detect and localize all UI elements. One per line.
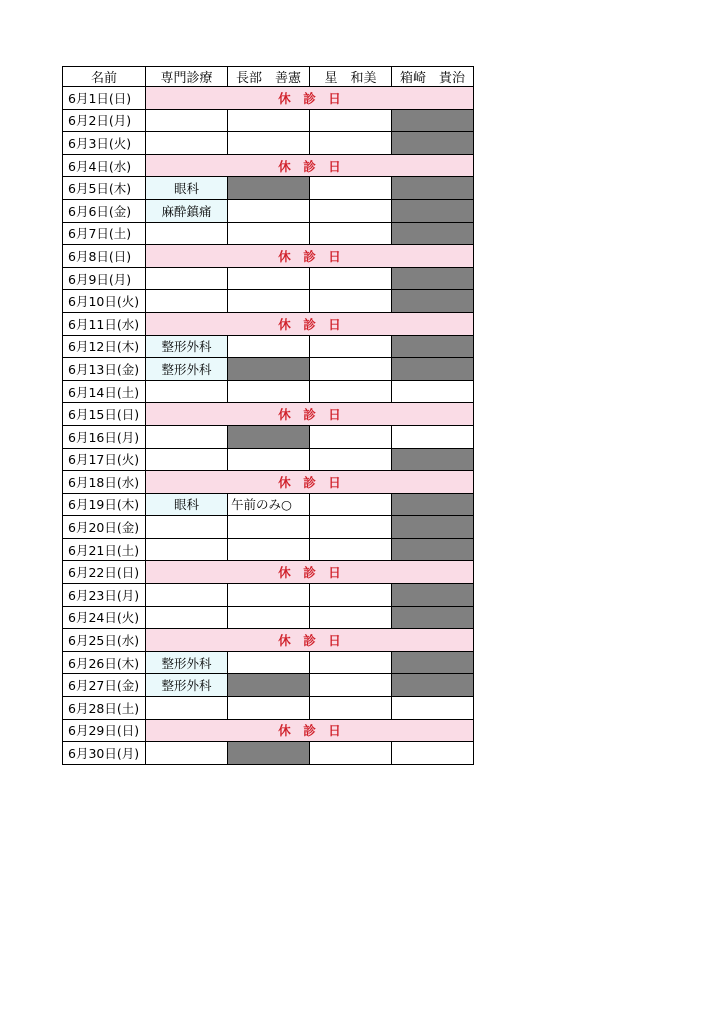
unavailable-cell (228, 742, 310, 765)
holiday-row (63, 403, 474, 426)
unavailable-cell (392, 448, 474, 471)
schedule-cell (310, 199, 392, 222)
holiday-cell: 休 診 日 (146, 629, 474, 652)
date-cell: 6月24日(火) (63, 606, 146, 629)
table-row (63, 199, 474, 222)
date-cell: 6月6日(金) (63, 199, 146, 222)
date-cell: 6月5日(木) (63, 177, 146, 200)
schedule-table (62, 66, 474, 765)
specialty-cell (146, 267, 228, 290)
table-row (63, 697, 474, 720)
header-row (63, 67, 474, 87)
date-cell: 6月8日(日) (63, 245, 146, 268)
schedule-cell (228, 267, 310, 290)
unavailable-cell (392, 267, 474, 290)
table-row (63, 516, 474, 539)
schedule-cell (392, 697, 474, 720)
specialty-cell: 整形外科 (146, 674, 228, 697)
schedule-cell (310, 425, 392, 448)
holiday-row (63, 719, 474, 742)
schedule-cell (228, 538, 310, 561)
date-cell: 6月30日(月) (63, 742, 146, 765)
date-cell: 6月13日(金) (63, 358, 146, 381)
specialty-cell (146, 606, 228, 629)
schedule-cell (310, 267, 392, 290)
unavailable-cell (392, 651, 474, 674)
date-cell: 6月1日(日) (63, 87, 146, 110)
unavailable-cell (392, 335, 474, 358)
schedule-cell (228, 606, 310, 629)
schedule-cell (310, 109, 392, 132)
unavailable-cell (392, 674, 474, 697)
date-cell: 6月22日(日) (63, 561, 146, 584)
holiday-cell: 休 診 日 (146, 87, 474, 110)
unavailable-cell (392, 290, 474, 313)
table-row (63, 742, 474, 765)
holiday-row (63, 471, 474, 494)
schedule-cell (228, 290, 310, 313)
date-cell: 6月17日(火) (63, 448, 146, 471)
schedule-body (63, 67, 474, 765)
table-row (63, 651, 474, 674)
date-cell: 6月11日(水) (63, 312, 146, 335)
holiday-cell: 休 診 日 (146, 719, 474, 742)
specialty-cell (146, 538, 228, 561)
date-cell: 6月23日(月) (63, 584, 146, 607)
holiday-cell: 休 診 日 (146, 471, 474, 494)
holiday-cell: 休 診 日 (146, 312, 474, 335)
unavailable-cell (228, 358, 310, 381)
specialty-cell (146, 425, 228, 448)
schedule-cell (228, 380, 310, 403)
schedule-cell: 午前のみ○ (228, 493, 310, 516)
unavailable-cell (392, 516, 474, 539)
date-cell: 6月14日(土) (63, 380, 146, 403)
table-row (63, 358, 474, 381)
date-cell: 6月4日(水) (63, 154, 146, 177)
schedule-cell (310, 335, 392, 358)
date-cell: 6月3日(火) (63, 132, 146, 155)
table-row (63, 493, 474, 516)
date-cell: 6月26日(木) (63, 651, 146, 674)
date-cell: 6月25日(水) (63, 629, 146, 652)
table-row (63, 335, 474, 358)
holiday-cell: 休 診 日 (146, 403, 474, 426)
date-cell: 6月19日(木) (63, 493, 146, 516)
unavailable-cell (228, 425, 310, 448)
table-row (63, 538, 474, 561)
header-doctor-hoshi: 星 和美 (310, 67, 392, 87)
schedule-cell (228, 651, 310, 674)
specialty-cell (146, 697, 228, 720)
date-cell: 6月10日(火) (63, 290, 146, 313)
date-cell: 6月9日(月) (63, 267, 146, 290)
specialty-cell (146, 448, 228, 471)
unavailable-cell (392, 584, 474, 607)
schedule-cell (228, 199, 310, 222)
date-cell: 6月16日(月) (63, 425, 146, 448)
specialty-cell: 麻酔鎮痛 (146, 199, 228, 222)
date-cell: 6月20日(金) (63, 516, 146, 539)
schedule-cell (228, 516, 310, 539)
table-row (63, 448, 474, 471)
date-cell: 6月7日(土) (63, 222, 146, 245)
unavailable-cell (392, 358, 474, 381)
holiday-row (63, 561, 474, 584)
unavailable-cell (392, 493, 474, 516)
unavailable-cell (392, 538, 474, 561)
specialty-cell: 整形外科 (146, 651, 228, 674)
holiday-row (63, 312, 474, 335)
unavailable-cell (392, 132, 474, 155)
schedule-cell (310, 697, 392, 720)
schedule-cell (228, 132, 310, 155)
table-row (63, 425, 474, 448)
table-row (63, 132, 474, 155)
schedule-cell (310, 222, 392, 245)
schedule-cell (310, 132, 392, 155)
holiday-row (63, 87, 474, 110)
unavailable-cell (392, 199, 474, 222)
schedule-cell (310, 380, 392, 403)
schedule-cell (228, 222, 310, 245)
table-row (63, 606, 474, 629)
specialty-cell (146, 132, 228, 155)
date-cell: 6月27日(金) (63, 674, 146, 697)
unavailable-cell (392, 222, 474, 245)
table-row (63, 380, 474, 403)
schedule-cell (310, 651, 392, 674)
table-row (63, 109, 474, 132)
table-row (63, 222, 474, 245)
unavailable-cell (392, 109, 474, 132)
date-cell: 6月21日(土) (63, 538, 146, 561)
schedule-cell (310, 674, 392, 697)
specialty-cell: 眼科 (146, 177, 228, 200)
holiday-cell: 休 診 日 (146, 245, 474, 268)
date-cell: 6月28日(土) (63, 697, 146, 720)
schedule-cell (392, 742, 474, 765)
header-doctor-hakozaki: 箱崎 貴治 (392, 67, 474, 87)
schedule-cell (228, 584, 310, 607)
schedule-cell (310, 290, 392, 313)
schedule-cell (310, 493, 392, 516)
schedule-cell (310, 606, 392, 629)
specialty-cell: 整形外科 (146, 335, 228, 358)
specialty-cell (146, 516, 228, 539)
specialty-cell (146, 222, 228, 245)
schedule-cell (310, 584, 392, 607)
schedule-cell (310, 177, 392, 200)
holiday-row (63, 154, 474, 177)
unavailable-cell (228, 177, 310, 200)
specialty-cell (146, 584, 228, 607)
unavailable-cell (392, 177, 474, 200)
schedule-cell (228, 335, 310, 358)
specialty-cell (146, 380, 228, 403)
table-row (63, 290, 474, 313)
schedule-cell (310, 742, 392, 765)
specialty-cell (146, 290, 228, 313)
schedule-cell (228, 109, 310, 132)
specialty-cell (146, 742, 228, 765)
table-row (63, 177, 474, 200)
schedule-cell (392, 425, 474, 448)
unavailable-cell (392, 606, 474, 629)
date-cell: 6月15日(日) (63, 403, 146, 426)
table-row (63, 584, 474, 607)
schedule-cell (228, 697, 310, 720)
holiday-row (63, 629, 474, 652)
specialty-cell: 整形外科 (146, 358, 228, 381)
specialty-cell: 眼科 (146, 493, 228, 516)
schedule-cell (310, 448, 392, 471)
header-name: 名前 (63, 67, 146, 87)
holiday-cell: 休 診 日 (146, 561, 474, 584)
schedule-cell (310, 358, 392, 381)
schedule-cell (310, 538, 392, 561)
date-cell: 6月2日(月) (63, 109, 146, 132)
schedule-cell (392, 380, 474, 403)
holiday-row (63, 245, 474, 268)
holiday-cell: 休 診 日 (146, 154, 474, 177)
date-cell: 6月18日(水) (63, 471, 146, 494)
schedule-cell (310, 516, 392, 539)
header-specialty: 専門診療 (146, 67, 228, 87)
table-row (63, 267, 474, 290)
date-cell: 6月29日(日) (63, 719, 146, 742)
unavailable-cell (228, 674, 310, 697)
specialty-cell (146, 109, 228, 132)
header-doctor-osabe: 長部 善憲 (228, 67, 310, 87)
date-cell: 6月12日(木) (63, 335, 146, 358)
table-row (63, 674, 474, 697)
schedule-cell (228, 448, 310, 471)
